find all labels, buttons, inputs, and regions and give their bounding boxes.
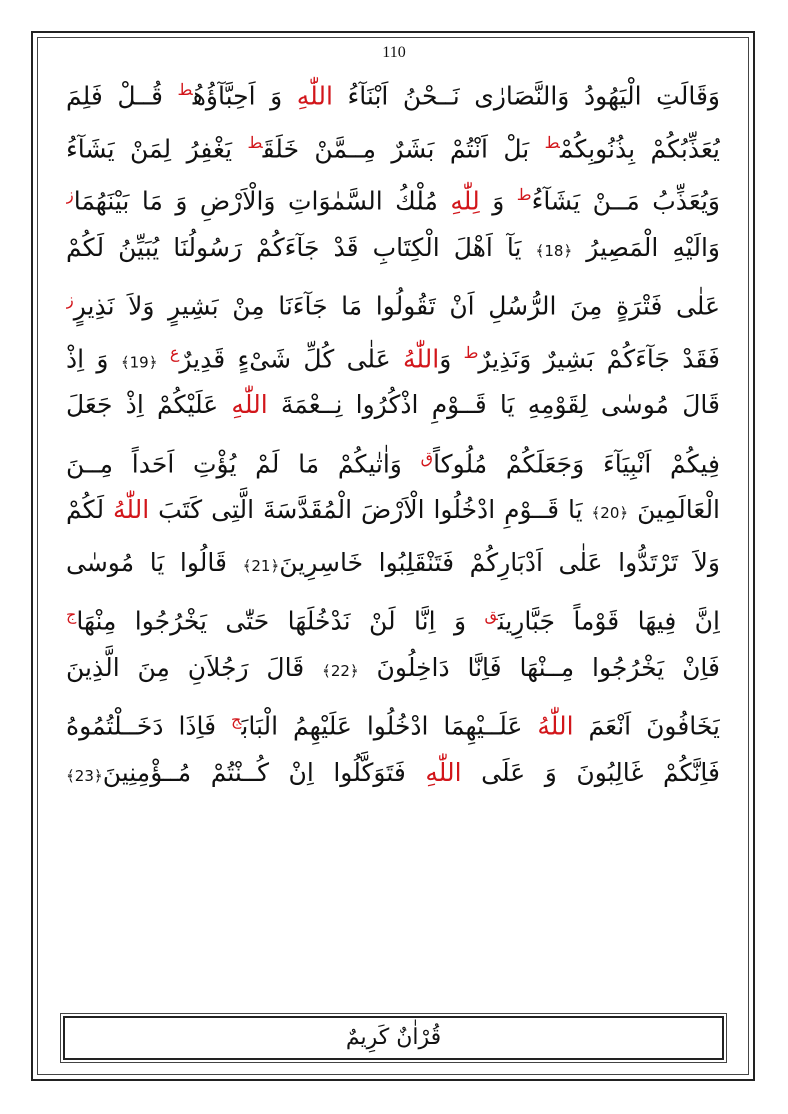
pause-mark: ز: [66, 290, 74, 309]
verse-text: وَ اَحِبَّآؤُهُ: [192, 81, 297, 111]
text-line: [66, 327, 720, 380]
text-line: [66, 379, 720, 432]
divine-name: اللّٰهُ: [402, 343, 440, 373]
divine-name: اللّٰهُ: [537, 711, 574, 741]
verse-text: مُلْكُ السَّمٰوَاتِ وَالْاَرْضِ وَ مَا بَيْنَهُمَا: [73, 186, 451, 216]
verse-text: وَ: [479, 186, 517, 216]
verse-text: عَلَــيْهِمَا ادْخُلُوا عَلَيْهِمُ الْبَابَ: [241, 711, 538, 741]
verse-number: ﴿20﴾: [591, 504, 629, 522]
text-line: [66, 484, 720, 537]
verse-text: لَكُمْ: [66, 495, 113, 524]
text-line: [66, 169, 720, 222]
verse-text: بَلْ اَنْتُمْ بَشَرٌ مِــمَّنْ خَلَقَ: [262, 133, 545, 163]
pause-mark: ط: [463, 342, 479, 362]
verse-text: وَيُعَذِّبُ مَــنْ يَشَآءُ: [531, 186, 720, 216]
text-line: [66, 274, 720, 327]
verse-number: ﴿23﴾: [66, 766, 103, 785]
pause-mark: ط: [516, 185, 532, 204]
verse-text: الْعَالَمِينَ: [628, 495, 720, 524]
pause-mark: ط: [247, 132, 263, 152]
pause-mark: ط: [544, 132, 560, 152]
verse-number: ﴿22﴾: [322, 661, 359, 680]
verse-text: عَلٰى فَتْرَةٍ مِنَ الرُّسُلِ اَنْ تَقُولُوا مَا جَآءَنَا مِنْ بَشِيرٍ وَلاَ نَذِيرٍ: [73, 291, 720, 321]
divine-name: اللّٰهُ: [113, 495, 150, 524]
page-number: 110: [382, 44, 406, 61]
pause-mark: ج: [66, 605, 77, 624]
pause-mark: ط: [177, 80, 193, 99]
verse-text: فَتَوَكَّلُوا اِنْ كُــنْتُمْ مُــؤْمِنِينَ: [102, 757, 426, 787]
verse-text: يَخَافُونَ اَنْعَمَ: [573, 711, 720, 741]
text-line: [66, 64, 720, 117]
verse-text: قَالَ مُوسٰى لِقَوْمِهِ يَا قَــوْمِ اذْكُرُوا نِــعْمَةَ: [267, 390, 720, 419]
pause-mark: ق: [420, 447, 434, 467]
divine-name: اللّٰهِ: [425, 757, 462, 787]
verse-text: يَآ اَهْلَ الْكِتَابِ قَدْ جَآءَكُمْ رَسُولُنَا يُبَيِّنُ لَكُمْ: [66, 232, 536, 262]
text-line: [66, 642, 720, 695]
verse-text: اِنَّ فِيهَا قَوْماً جَبَّارِينَ: [497, 606, 720, 636]
verse-text: وَالَيْهِ الْمَصِيرُ: [572, 232, 720, 262]
text-line: [66, 117, 720, 170]
verse-text: وَ اِذْ: [66, 343, 121, 373]
verse-text: فِيكُمْ اَنْبِيَآءَ وَجَعَلَكُمْ مُلُوكاً: [433, 448, 720, 478]
quran-text-block: [66, 64, 720, 799]
footer-title: قُرْاٰنٌ كَرِيمٌ: [345, 1025, 442, 1050]
text-line: [66, 589, 720, 642]
verse-number: ﴿21﴾: [242, 556, 280, 575]
verse-text: فَاِنَّكُمْ غَالِبُونَ وَ عَلَى: [461, 757, 720, 787]
verse-text: فَاِذَا دَخَــلْتُمُوهُ: [66, 711, 232, 741]
text-line: [66, 432, 720, 485]
text-line: [66, 694, 720, 747]
text-line: [66, 222, 720, 275]
verse-text: وَقَالَتِ الْيَهُودُ وَالنَّصَارٰى نَــحْنُ اَبْنَآءُ: [332, 81, 720, 111]
verse-text: فَاِنْ يَخْرُجُوا مِــنْهَا فَاِنَّا دَاخِلُونَ: [358, 652, 720, 682]
verse-text: قَالَ رَجُلاَنِ مِنَ الَّذِينَ: [66, 652, 323, 682]
verse-text: وَلاَ تَرْتَدُّوا عَلٰى اَدْبَارِكُمْ فَتَنْقَلِبُوا خَاسِرِينَ: [279, 547, 720, 577]
pause-mark: ق: [484, 605, 498, 624]
verse-text: [158, 344, 170, 373]
verse-text: وَاٰتٰيكُمْ مَا لَمْ يُؤْتِ اَحَداً مِــنَ: [66, 448, 421, 478]
pause-mark: ع: [169, 342, 180, 362]
pause-mark: ج: [231, 710, 242, 729]
verse-number: ﴿18﴾: [535, 241, 573, 260]
text-line: [66, 537, 720, 590]
divine-name: اللّٰهِ: [296, 81, 333, 111]
verse-number: ﴿19﴾: [120, 352, 158, 371]
verse-text: وَ: [439, 343, 464, 373]
verse-text: قُــلْ فَلِمَ: [66, 81, 178, 111]
verse-text: قَالُوا يَا مُوسٰى: [66, 547, 243, 577]
divine-name: لِلّٰهِ: [450, 186, 480, 216]
divine-name: اللّٰهِ: [231, 390, 268, 419]
pause-mark: ز: [66, 185, 74, 204]
verse-text: عَلٰى كُلِّ شَیْءٍ قَدِيرٌ: [179, 343, 403, 373]
verse-text: يَغْفِرُ لِمَنْ يَشَآءُ: [66, 133, 248, 163]
verse-text: عَلَيْكُمْ اِذْ جَعَلَ: [66, 390, 232, 419]
text-line: [66, 747, 720, 800]
verse-text: وَ اِنَّا لَنْ نَدْخُلَهَا حَتّٰى يَخْرُجُوا مِنْهَا: [76, 606, 485, 636]
verse-text: فَقَدْ جَآءَكُمْ بَشِيرٌ وَنَذِيرٌ: [478, 343, 720, 373]
verse-text: يَا قَــوْمِ ادْخُلُوا الْاَرْضَ الْمُقَدَّسَةَ الَّتِى كَتَبَ: [149, 495, 592, 524]
verse-text: يُعَذِّبُكُمْ بِذُنُوبِكُمْ: [559, 133, 720, 163]
